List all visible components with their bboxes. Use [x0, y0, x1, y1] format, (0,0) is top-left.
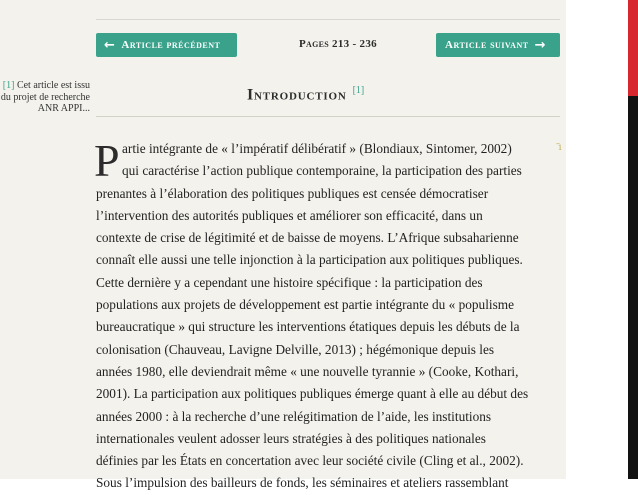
body-line: internationales veulent adosser leurs stratégies à des politiques nationales — [96, 430, 486, 446]
body-line: connaît elle aussi une telle injonction à la participation aux politiques publiques. — [96, 252, 523, 268]
next-article-button[interactable] — [436, 33, 560, 57]
body-line: populations aux projets de développement est partie intégrante du « populisme — [96, 297, 515, 313]
title-divider — [96, 116, 560, 117]
top-divider — [96, 19, 560, 20]
drop-cap: P — [94, 135, 120, 186]
body-line: l’intervention des autorités publiques et améliorer son efficacité, dans un — [96, 207, 483, 223]
next-article-label: Article suivant — [445, 39, 529, 51]
arrow-right-icon: → — [534, 37, 546, 53]
body-line: définies par les États en concertation avec leur société civile (Cling et al., 2002). — [96, 453, 524, 469]
accent-bar-black — [628, 96, 638, 479]
footnote-margin — [0, 80, 90, 115]
body-line: années 2000 : à la recherche d’une relégitimation de l’aide, les institutions — [96, 408, 492, 424]
previous-article-button[interactable] — [96, 33, 237, 57]
body-line: prenantes à l’élaboration des politiques publiques est censée démocratiser — [96, 185, 489, 201]
previous-article-label: Article précédent — [121, 39, 221, 51]
body-line: artie intégrante de « l’impératif délibératif » (Blondiaux, Sintomer, 2002) — [122, 141, 512, 156]
body-line: Sous l’impulsion des bailleurs de fonds, les séminaires et ateliers rassemblant — [96, 475, 509, 491]
arrow-left-icon: ← — [104, 37, 116, 53]
body-line: années 1980, elle deviendrait même « une nouvelle tyrannie » (Cooke, Kothari, — [96, 363, 519, 379]
section-title — [247, 85, 364, 104]
footnote-ref-link[interactable]: [1] — [2, 80, 15, 91]
accent-bar-red — [628, 0, 638, 96]
body-line: bureaucratique » qui structure les interventions étatiques depuis les débuts de la — [96, 319, 520, 335]
article-body — [94, 135, 561, 495]
body-line: colonisation (Chauveau, Lavigne Delville, 2013) ; hégémonique depuis les — [96, 341, 495, 357]
paragraph-marker: – — [556, 139, 560, 148]
paragraph-number: 1 — [558, 143, 562, 152]
body-line: 2001). La participation aux politiques publiques émerge quant à elle au début des — [96, 386, 529, 402]
body-line: qui caractérise l’action publique contemporaine, la participation des parties — [122, 163, 522, 179]
section-title-text: Introduction — [247, 86, 347, 104]
section-note-link[interactable]: [1] — [352, 85, 365, 96]
footnote-text: Cet article est issu du projet de recherche ANR APPI... — [0, 80, 90, 114]
page-range: Pages 213 - 236 — [299, 38, 377, 50]
body-line: contexte de crise de légitimité et de baisse de moyens. L’Afrique subsaharienne — [96, 230, 519, 246]
body-line: Cette dernière y a cependant une histoire spécifique : la participation des — [96, 274, 483, 290]
